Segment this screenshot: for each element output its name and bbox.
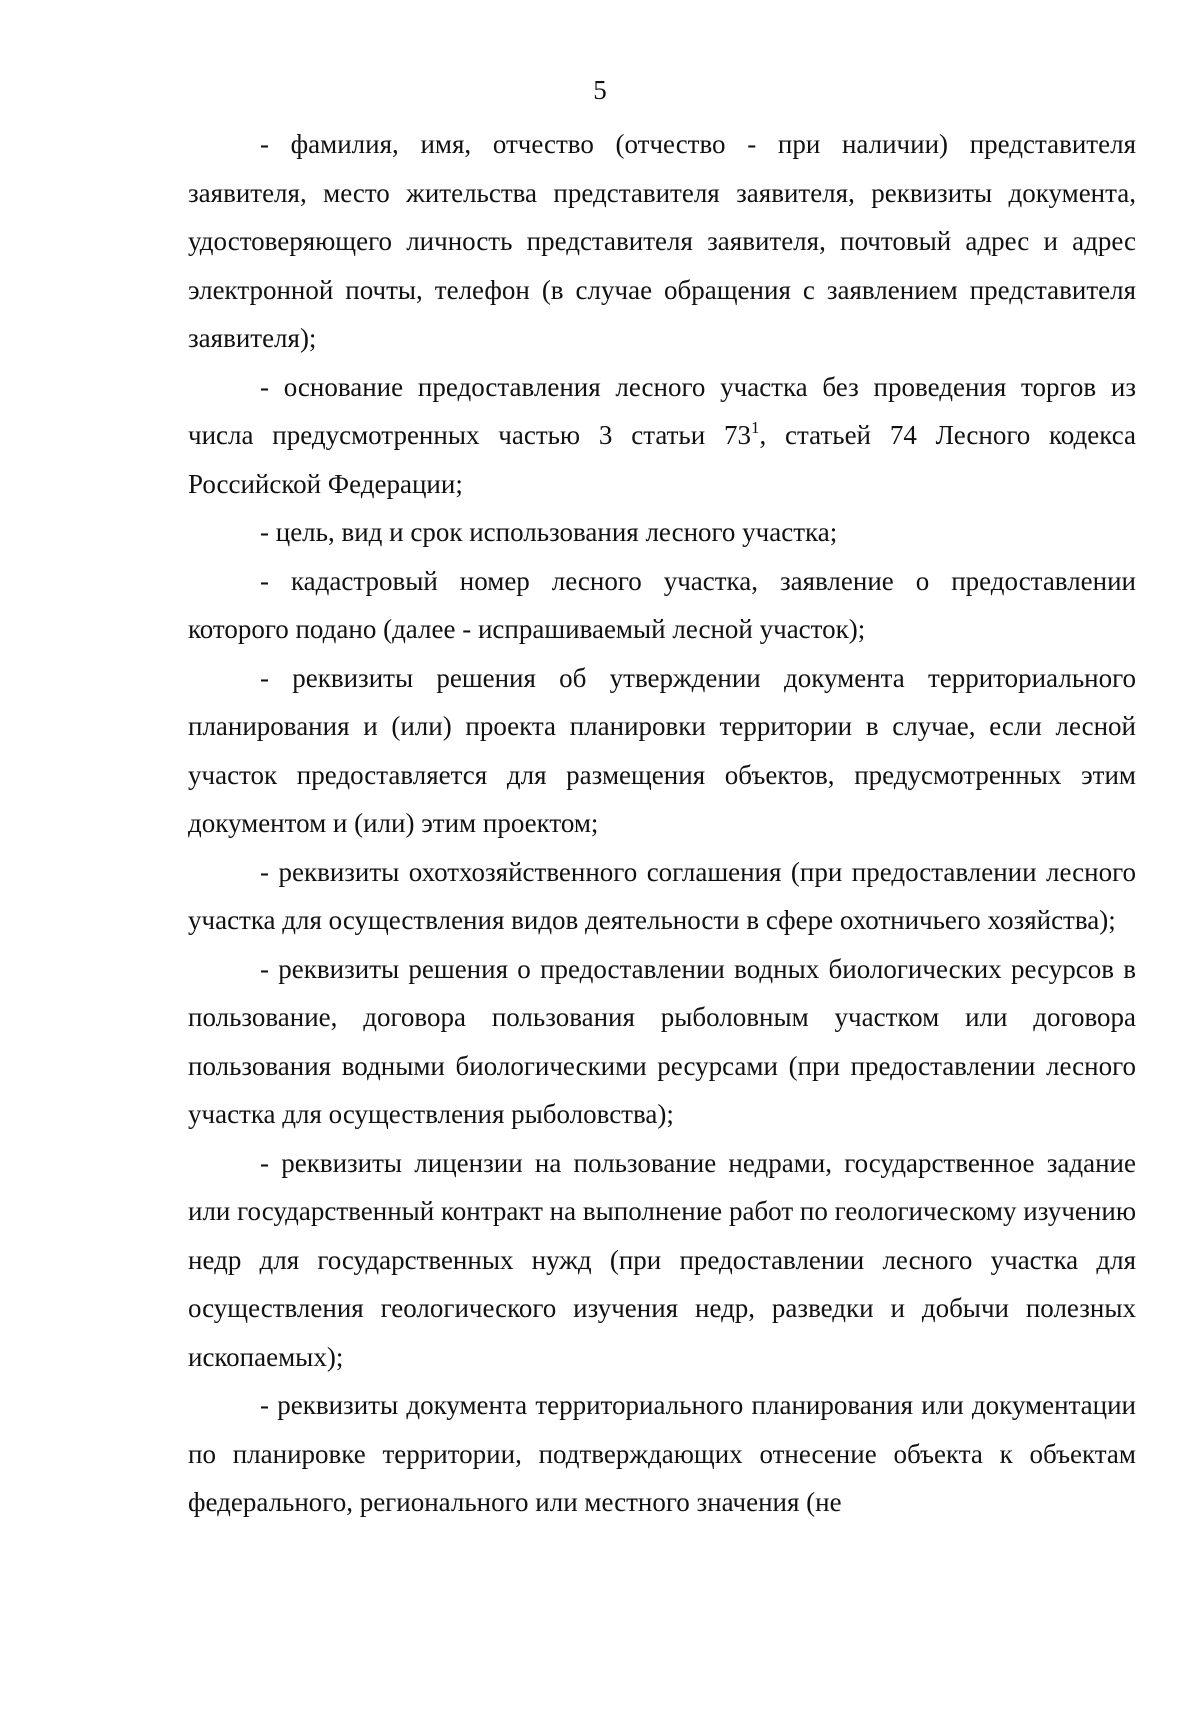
paragraph-aquatic-resources: - реквизиты решения о предоставлении водных биологических ресурсов в пользование, договора пользования рыболовным участком или договора пользования водными биологическими ресурсами (при предоставлении лесного участка для осуществления рыболовства); [188,953,1136,1129]
page-number: 5 [593,75,607,105]
paragraph-purpose-type-term: - цель, вид и срок использования лесного участка; [260,517,838,547]
paragraph-territorial-planning-decision: - реквизиты решения об утверждении документа территориального планирования и (или) проекта планировки территории в случае, если лесной участок предоставляется для размещения объектов, предусмотренных этим документом и (или) этим проектом; [188,662,1136,838]
paragraph-hunting-agreement: - реквизиты охотхозяйственного соглашения (при предоставлении лесного участка для осуществления видов деятельности в сфере охотничьего хозяйства); [188,856,1136,935]
document-body [188,120,1136,1527]
paragraph-text-before-superscript: - основание предоставления лесного участка без проведения торгов из числа предусмотренных частью 3 статьи 73 [188,371,1136,450]
article-superscript: 1 [751,418,760,437]
paragraph-subsoil-license: - реквизиты лицензии на пользование недрами, государственное задание или государственный контракт на выполнение работ по геологическому изучению недр для государственных нужд (при предоставлении лесного участка для осуществления геологического изучения недр, разведки и добычи полезных ископаемых); [188,1147,1136,1372]
paragraph-cadastral-number: - кадастровый номер лесного участка, заявление о предоставлении которого подано (далее - испрашиваемый лесной участок); [188,565,1136,644]
paragraph-text-after-superscript: , статьей 74 Лесного кодекса Российской Федерации; [188,420,1136,499]
paragraph-grounds-for-provision [188,363,1136,509]
paragraph-representative-details: - фамилия, имя, отчество (отчество - при наличии) представителя заявителя, место жительства представителя заявителя, реквизиты документа, удостоверяющего личность представителя заявителя, почтовый адрес и адрес электронной почты, телефон (в случае обращения с заявлением представителя заявителя); [188,129,1136,353]
paragraph-planning-documentation: - реквизиты документа территориального планирования или документации по планировке территории, подтверждающих отнесение объекта к объектам федерального, регионального или местного значения (не [188,1390,1136,1517]
